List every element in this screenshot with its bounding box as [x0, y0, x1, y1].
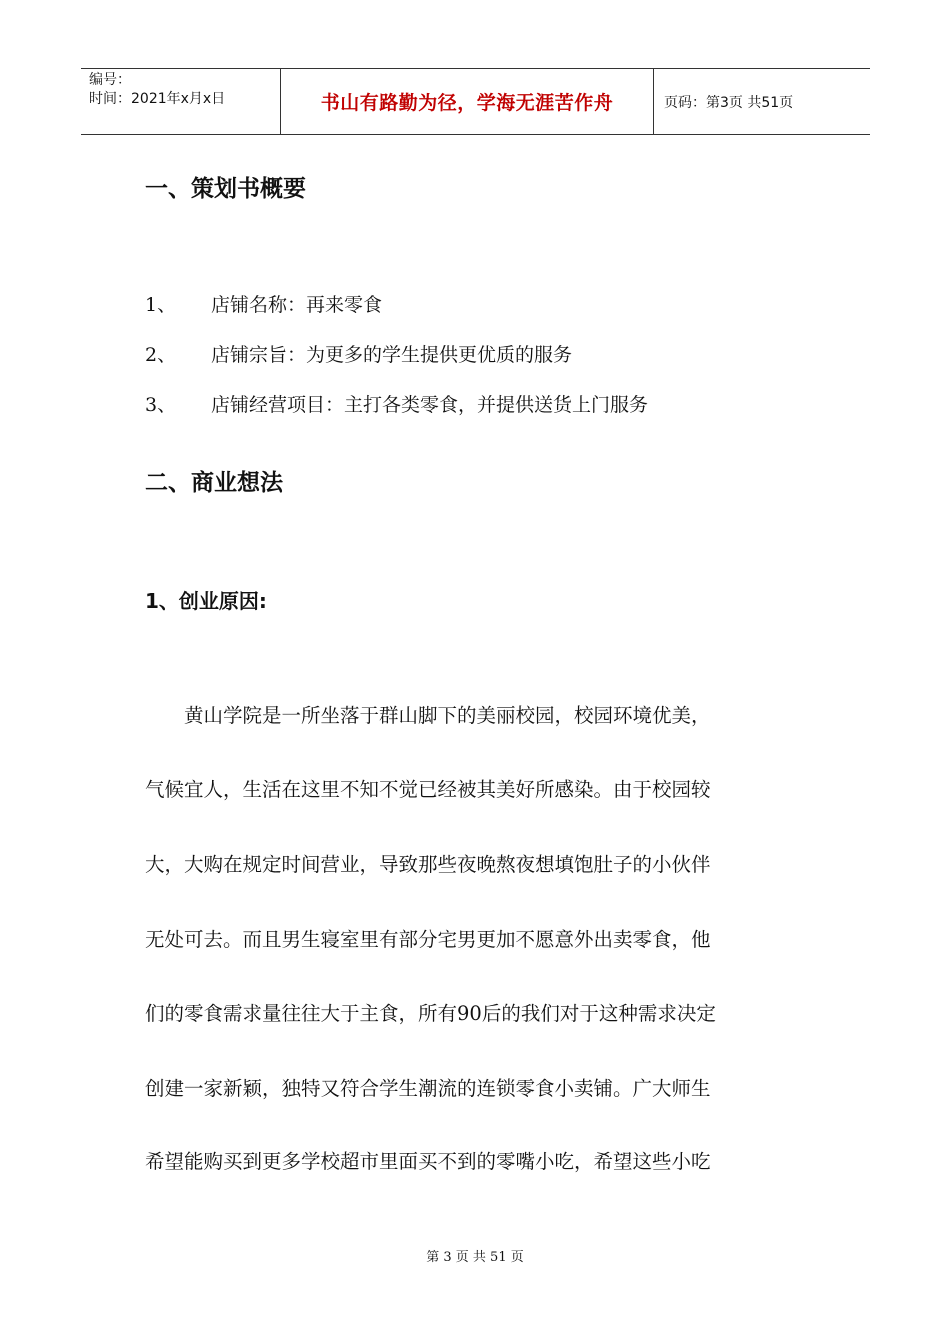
header-left-cell	[81, 69, 281, 134]
header-motto-cell	[281, 69, 654, 134]
list-item	[145, 390, 648, 417]
list-item-text: 店铺宗旨：为更多的学生提供更优质的服务	[211, 344, 573, 366]
list-item-number: 2、	[145, 344, 177, 366]
header-table	[81, 68, 870, 135]
section2-title: 二、商业想法	[145, 470, 283, 496]
page-footer: 第 3 页 共 51 页	[426, 1250, 524, 1265]
list-item-text: 店铺名称：再来零食	[211, 294, 383, 316]
list-item	[145, 340, 572, 367]
list-item-text: 店铺经营项目：主打各类零食，并提供送货上门服务	[211, 394, 649, 416]
list-item-number: 3、	[145, 394, 177, 416]
list-item	[145, 290, 382, 317]
paragraph-line: 们的零食需求量往往大于主食，所有90后的我们对于这种需求决定	[145, 1002, 716, 1025]
motto: 书山有路勤为径，学海无涯苦作舟	[320, 92, 614, 114]
section2-subtitle: 1、创业原因:	[145, 589, 267, 613]
paragraph-line: 无处可去。而且男生寝室里有部分宅男更加不愿意外出卖零食，他	[145, 928, 711, 951]
paragraph-line: 气候宜人，生活在这里不知不觉已经被其美好所感染。由于校园较	[145, 778, 711, 801]
header-page-cell	[654, 69, 870, 134]
page-label: 页码：第3页 共51页	[664, 94, 794, 111]
paragraph-line: 黄山学院是一所坐落于群山脚下的美丽校园，校园环境优美，	[145, 704, 711, 727]
paragraph-line: 大，大购在规定时间营业，导致那些夜晚熬夜想填饱肚子的小伙伴	[145, 853, 711, 876]
list-item-number: 1、	[145, 294, 177, 316]
paragraph-line: 创建一家新颖，独特又符合学生潮流的连锁零食小卖铺。广大师生	[145, 1077, 711, 1100]
section1-title: 一、策划书概要	[145, 176, 306, 202]
date-label: 时间：2021年x月x日	[89, 91, 226, 107]
paragraph-line: 希望能购买到更多学校超市里面买不到的零嘴小吃，希望这些小吃	[145, 1150, 711, 1173]
number-label: 编号：	[89, 72, 131, 88]
